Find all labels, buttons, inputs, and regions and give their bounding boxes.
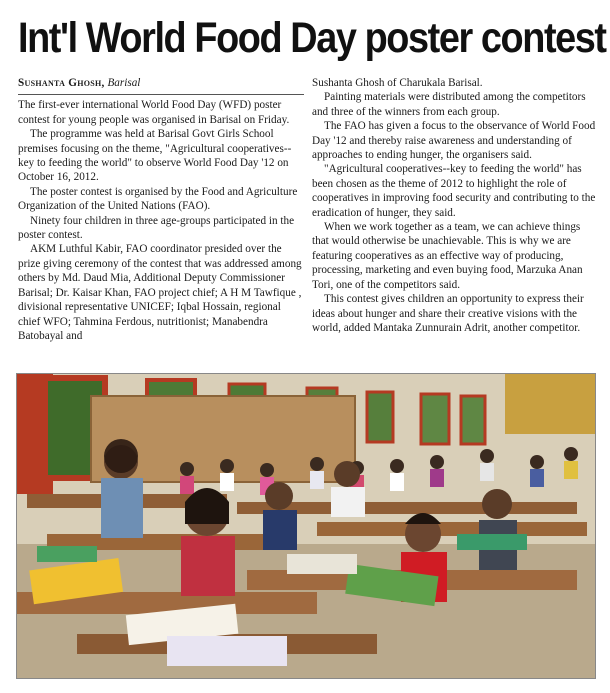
window <box>421 394 449 444</box>
news-photo <box>16 373 596 679</box>
paragraph: When we work together as a team, we can achieve things that would otherwise be unachievable. This is why we are featuring cooperatives as an effective way of producing, processing, marketing and even buying food, Marzuka Anan Tori, one of the competitors said. <box>312 221 583 291</box>
window <box>461 396 485 444</box>
paragraph: The programme was held at Barisal Govt Girls School premises focusing on the theme, "Agricultural cooperatives-- key to feeding the world" to observe World Food Day '12 on October 16, 2012. <box>18 128 292 184</box>
paragraph: The FAO has given a focus to the observance of World Food Day '12 and thereby raise awareness and understanding of approaches to ending hunger, the organisers said. <box>312 120 596 162</box>
paragraph: AKM Luthful Kabir, FAO coordinator presided over the prize giving ceremony of the contest that was addressed among others by Md. Daud Mia, Additional Deputy Commissioner Barisal; Dr. Kaisar Khan, FAO project chief; A H M Tawfique , divisional representative UNICEF; Iqbal Hossain, regional chief WFO; Tahmina Ferdous, nutritionist; Manabendra Batobayal and <box>18 243 302 342</box>
byline-name: Sushanta Ghosh, <box>18 77 105 89</box>
paragraph: This contest gives children an opportunity to express their ideas about hunger and share their creative visions with the world, added Mantaka Zunnurain Adrit, another competitor. <box>312 293 584 334</box>
article-column-left <box>18 76 304 343</box>
curtain <box>505 374 595 434</box>
article-column-right <box>312 76 598 335</box>
byline-place: Barisal <box>107 77 141 89</box>
paragraph-continuation: Sushanta Ghosh of Charukala Barisal. <box>312 77 483 89</box>
paragraph: Painting materials were distributed among the competitors and three of the winners from each group. <box>312 91 586 118</box>
headline: Int'l World Food Day poster contest <box>18 14 606 62</box>
window <box>367 392 393 442</box>
byline <box>18 76 304 95</box>
photo-illustration <box>17 374 595 678</box>
paragraph: "Agricultural cooperatives--key to feeding the world" has been chosen as the theme of 2012 to highlight the role of cooperatives in improving food security and contributing to the eradication of hunger, they said. <box>312 163 596 219</box>
paragraph: The poster contest is organised by the Food and Agriculture Organization of the United Nations (FAO). <box>18 185 298 213</box>
paragraph: The first-ever international World Food Day (WFD) poster contest for young people was organised in Barisal on Friday. <box>18 99 290 126</box>
paragraph: Ninety four children in three age-groups participated in the poster contest. <box>18 214 295 242</box>
